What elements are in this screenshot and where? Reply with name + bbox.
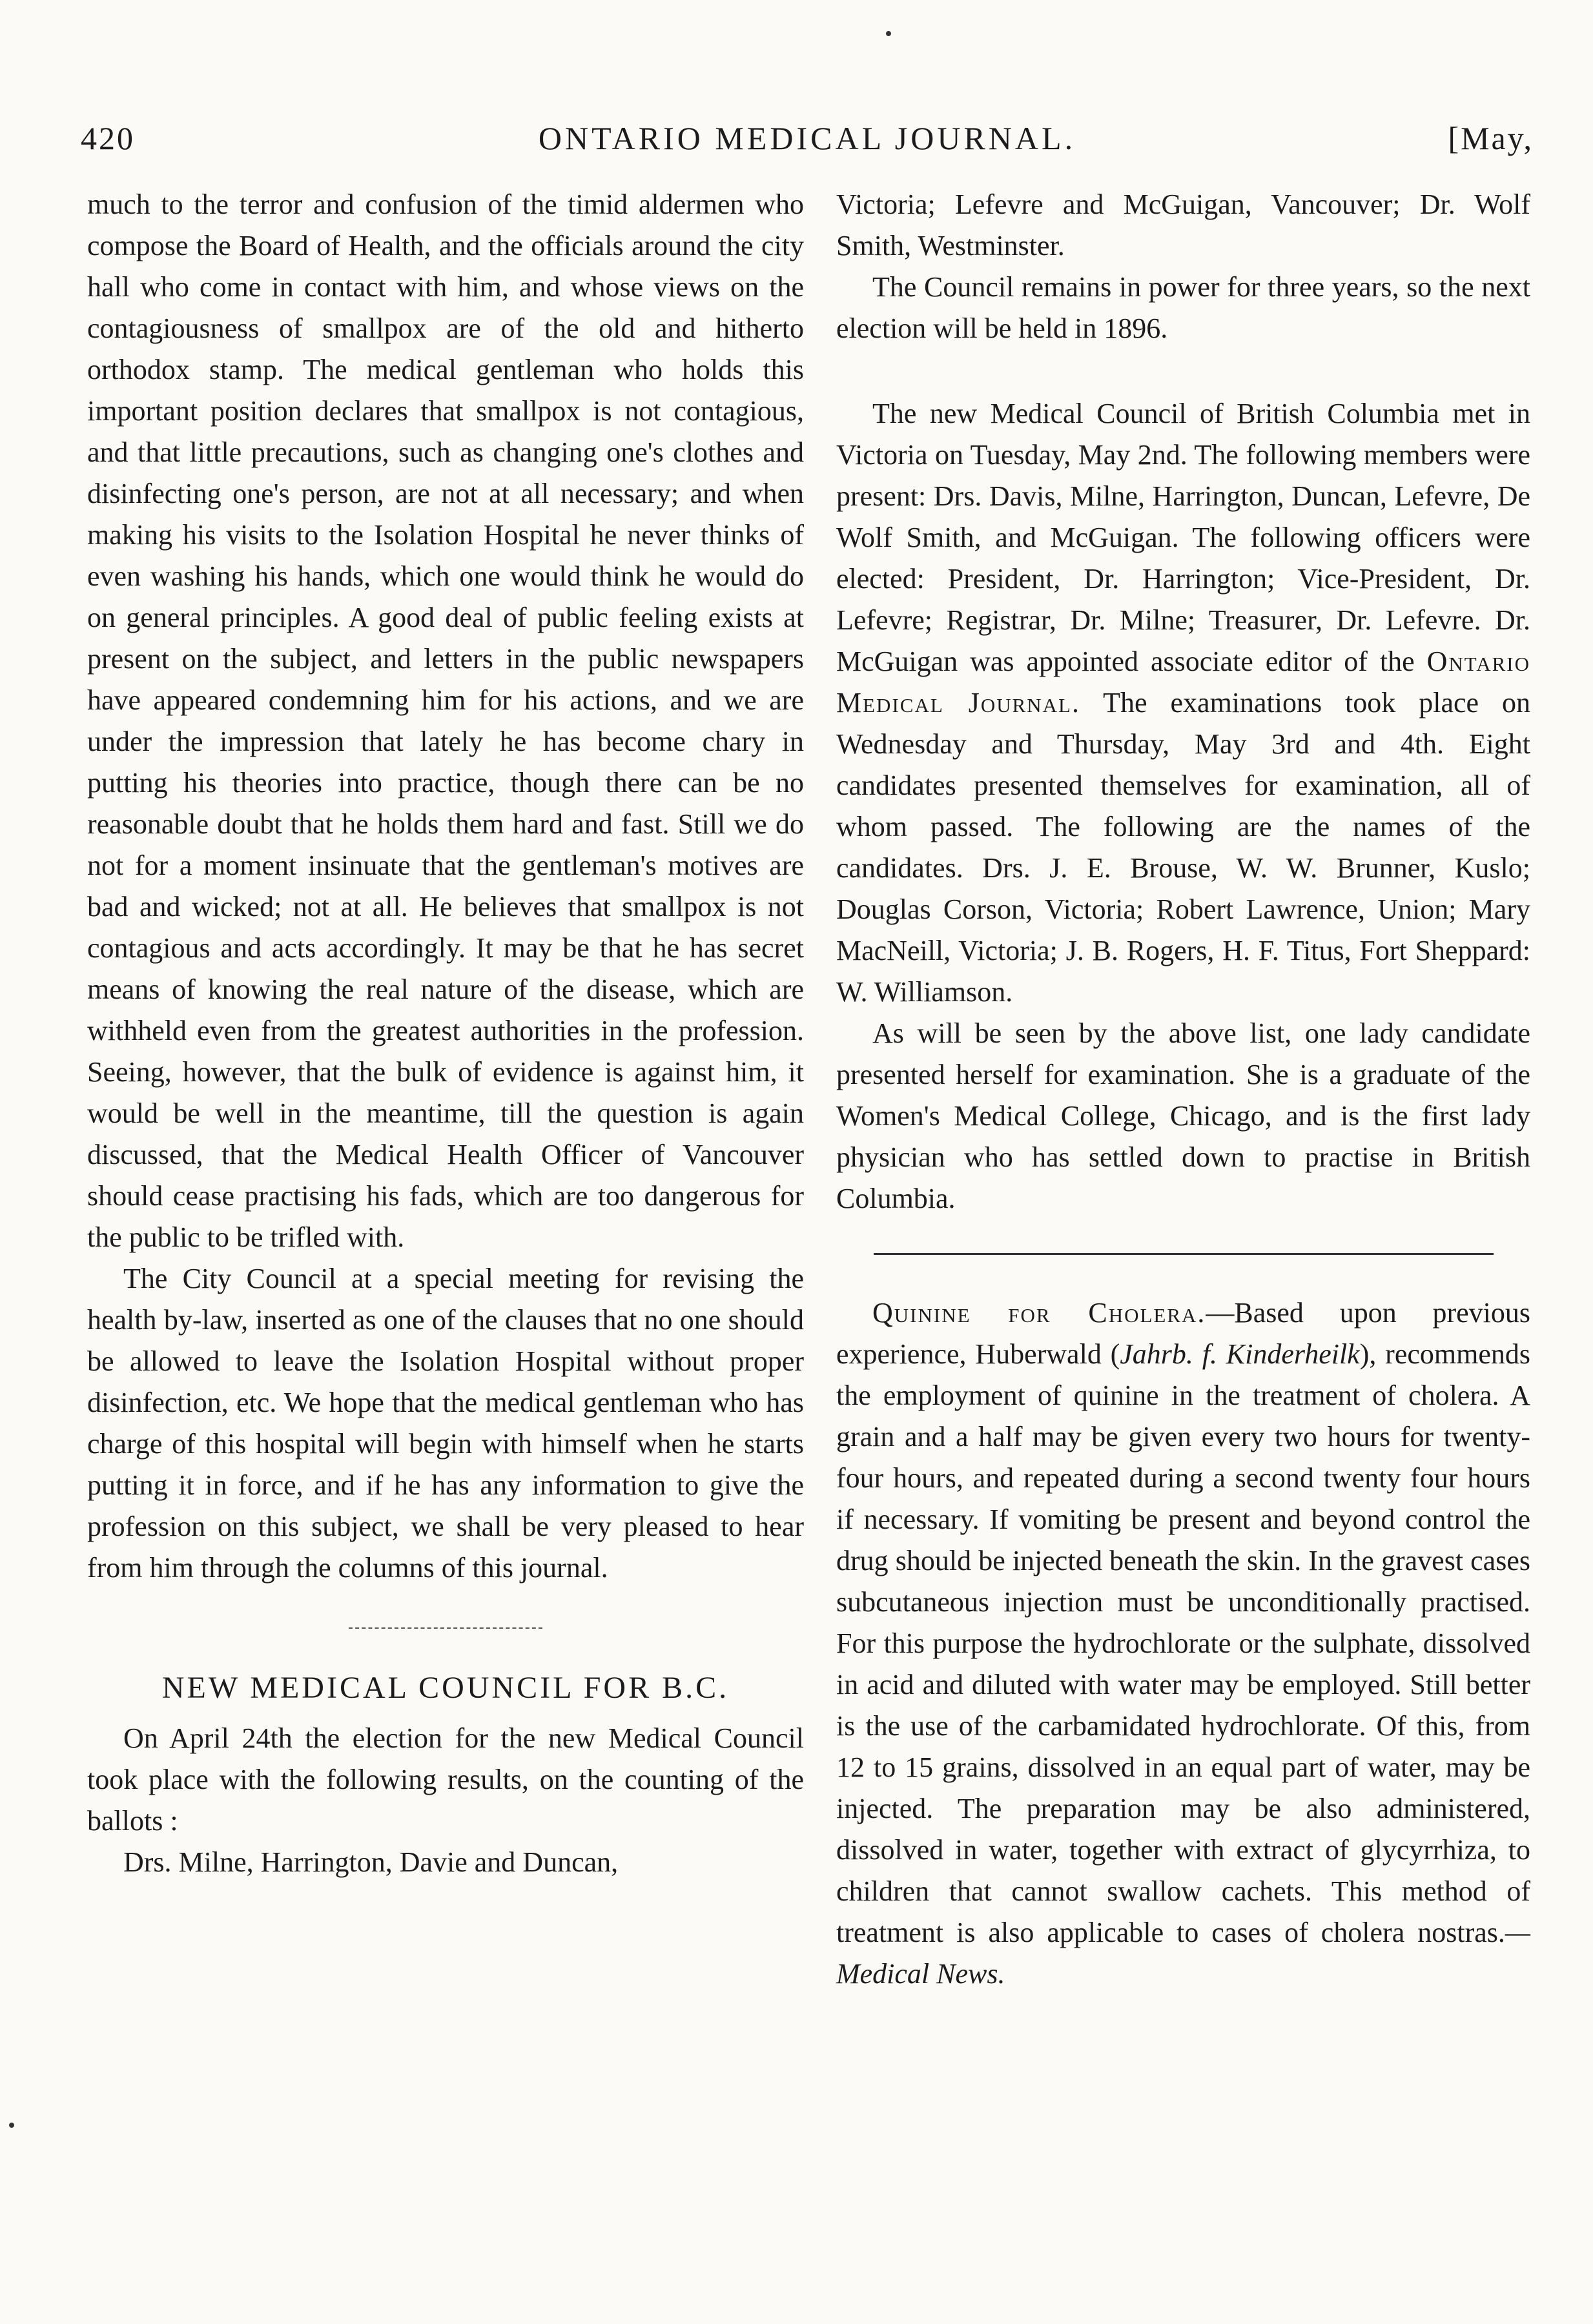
item-title: Quinine for Cholera. [872,1297,1206,1329]
article-paragraph: As will be seen by the above list, one lady candidate presented herself for examination. She is a graduate of the Women's Medical College, Chicago, and is the first lady physician who has settled down to practise in British Columbia. [836,1017,1530,1214]
article-paragraph: Drs. Milne, Harrington, Davie and Duncan, [123,1846,619,1878]
left-column [87,184,804,1883]
article-paragraph: On April 24th the election for the new Medical Council took place with the following results, on the counting of the ballots : [87,1722,804,1837]
source-citation: Jahrb. f. Kinderheilk [1120,1338,1360,1370]
article-paragraph: Victoria; Lefevre and McGuigan, Vancouver; Dr. Wolf Smith, Westminster. [836,189,1530,261]
quinine-text-continued: ), recommends the employment of quinine in the treatment of cholera. A grain and a half may be given every two hours for twenty-four hours, and repeated during a second twenty four hours if necessary. If vomiting be present and beyond control the drug should be injected beneath the skin. In the gravest cases subcutaneous injection must be unconditionally practised. For this purpose the hydrochlorate or the sulphate, dissolved in acid and diluted with water may be employed. Still better is the use of the carbamidated hydrochlorate. Of this, from 12 to 15 grains, dissolved in an equal part of water, may be injected. The preparation may be also administered, dissolved in water, together with extract of glycyrrhiza, to children that cannot swallow cachets. This method of treatment is also applicable to cases of cholera nostras. [836,1338,1530,1948]
issue-month: [May, [1448,120,1534,156]
journal-name: Ontario Medical Journal. [836,646,1531,719]
section-divider [349,1627,542,1629]
page-number: 420 [81,120,135,156]
article-paragraph [836,393,1530,1013]
print-speck [9,2123,14,2128]
section-heading: NEW MEDICAL COUNCIL FOR B.C. [161,1671,730,1705]
right-column [836,184,1530,1995]
article-paragraph: The Council remains in power for three years, so the next election will be held in 1896. [836,271,1530,344]
print-speck [886,31,891,36]
article-paragraph: The City Council at a special meeting for revising the health by-law, inserted as one of the clauses that no one should be allowed to leave the Isolation Hospital without proper disinfection, etc. We hope that the medical gentleman who has charge of this hospital will begin with himself when he starts putting it in force, and if he has any information to give the profession on this subject, we shall be very pleased to hear from him through the columns of this journal. [87,1263,804,1584]
article-paragraph [836,1292,1530,1995]
section-divider [874,1253,1494,1255]
quinine-text: —Based upon previous experience, Huberwald ( [836,1297,1530,1370]
paragraph-gap [836,349,1530,393]
council-text: The new Medical Council of British Columbia met in Victoria on Tuesday, May 2nd. The following members were present: Drs. Davis, Milne, Harrington, Duncan, Lefevre, De Wolf Smith, and McGuigan. The following officers were elected: President, Dr. Harrington; Vice-President, Dr. Lefevre; Registrar, Dr. Milne; Treasurer, Dr. Lefevre. Dr. McGuigan was appointed associate editor of the [836,398,1530,677]
journal-title: ONTARIO MEDICAL JOURNAL. [538,120,1076,156]
article-paragraph: much to the terror and confusion of the timid aldermen who compose the Board of Health, and the officials around the city hall who come in contact with him, and whose views on the contagiousness of smallpox are of the old and hitherto orthodox stamp. The medical gentleman who holds this important position declares that smallpox is not contagious, and that little precautions, such as changing one's clothes and disinfecting one's person, are not at all necessary; and when making his visits to the Isolation Hospital he never thinks of even washing his hands, which one would think he would do on general principles. A good deal of public feeling exists at present on the subject, and letters in the public newspapers have appeared condemning him for his actions, and we are under the impression that lately he has become chary in putting his theories into practice, though there can be no reasonable doubt that he holds them hard and fast. Still we do not for a moment insinuate that the gentleman's motives are bad and wicked; not at all. He believes that smallpox is not contagious and acts accordingly. It may be that he has secret means of knowing the real nature of the disease, which are withheld even from the greatest authorities in the profession. Seeing, however, that the bulk of evidence is against him, it would be well in the meantime, till the question is again discussed, that the Medical Health Officer of Vancouver should cease practising his fads, which are too dangerous for the public to be trifled with. [87,189,804,1253]
page-header [81,119,1534,171]
council-text-continued: The examinations took place on Wednesday and Thursday, May 3rd and 4th. Eight candidates presented themselves for examination, all of whom passed. The following are the names of the candidates. Drs. J. E. Brouse, W. W. Brunner, Kuslo; Douglas Corson, Victoria; Robert Lawrence, Union; Mary MacNeill, Victoria; J. B. Rogers, H. F. Titus, Fort Sheppard: W. Williamson. [836,687,1530,1008]
source-credit: —Medical News. [836,1917,1530,1990]
